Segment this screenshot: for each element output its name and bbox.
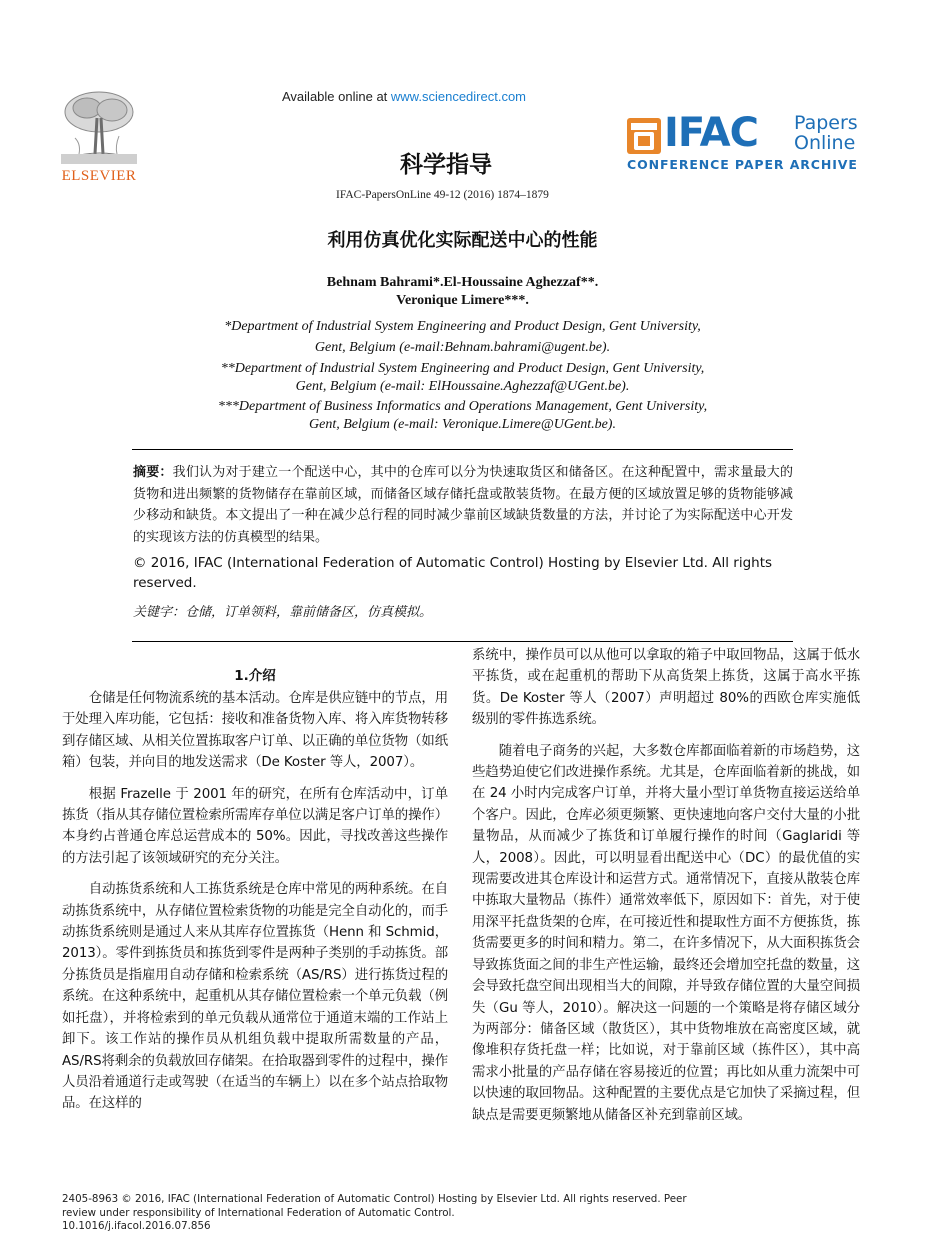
- affiliation-line: **Department of Industrial System Engineering and Product Design, Gent University,: [220, 361, 705, 376]
- affiliation-line: *Department of Industrial System Engineering and Product Design, Gent University,: [224, 319, 701, 334]
- body-paragraph: 仓储是任何物流系统的基本活动。仓库是供应链中的节点，用于处理入库功能，它包括：接收和准备货物入库、将入库货物转移到存储区域、从相关位置拣取客户订单、以正确的单位货物（如纸箱）包装，并向目的地发送需求（De Koster 等人，2007）。: [62, 691, 448, 771]
- footer-doi: 10.1016/j.ifacol.2016.07.856: [62, 1220, 211, 1232]
- abstract-text: 我们认为对于建立一个配送中心，其中的仓库可以分为快速取货区和储备区。在这种配置中，需求量最大的货物和进出频繁的货物储存在靠前区域，而储备区域存储托盘或散装货物。在最方便的区域放置足够的货物能够减少移动和缺货。本文提出了一种在减少总行程的同时减少靠前区域缺货数量的方法，并讨论了为实际配送中心开发的实现该方法的仿真模型的结果。: [133, 465, 793, 545]
- body-paragraph: 系统中，操作员可以从他可以拿取的箱子中取回物品，这属于低水平拣货，或在起重机的帮助下从高货架上拣货，这属于高水平拣货。De Koster 等人（2007）声明超过 80%的西欧仓库实施低级别的零件拣选系统。: [472, 648, 860, 728]
- section-heading-introduction: 1.介绍: [234, 668, 276, 684]
- ifac-emblem-icon: [627, 118, 661, 154]
- affiliation-line: Gent, Belgium (e-mail:Behnam.bahrami@ugent.be).: [314, 340, 611, 355]
- right-column: [472, 645, 860, 1126]
- ifac-logo-text: IFAC: [664, 110, 758, 156]
- journal-citation: IFAC-PapersOnLine 49-12 (2016) 1874–1879: [336, 189, 549, 201]
- body-paragraph: 自动拣货系统和人工拣货系统是仓库中常见的两种系统。在自动拣货系统中，从存储位置检索货物的功能是完全自动化的，而手动拣货系统则是通过人来从其库存位置拣货（Henn 和 Schmid，2013）。零件到拣货员和拣货到零件是两种子类别的手动拣货。部分拣货员是指雇用自动存储和检索系统（AS/RS）进行拣货过程的系统。在这种系统中，起重机从其存储位置检索一个单元负载（例如托盘），并将检索到的单元负载从通常位于通道末端的工作站上卸下。该工作站的操作员从机组负载中提取所需数量的产品，AS/RS将剩余的负载放回存储架。在拾取器到零件的过程中，操作人员沿着通道行走或驾驶（在适当的车辆上）以在多个站点拾取物品。在这样的: [62, 882, 448, 1112]
- page-footer: [62, 1193, 862, 1234]
- left-column: [62, 688, 448, 1115]
- affiliation-line: ***Department of Business Informatics and Operations Management, Gent University,: [217, 399, 708, 414]
- available-prefix: Available online at: [282, 89, 391, 104]
- authors-line-1: Behnam Bahrami*.El-Houssaine Aghezzaf**.: [326, 275, 599, 290]
- footer-line: review under responsibility of International Federation of Automatic Control.: [62, 1206, 455, 1219]
- abstract-label: 摘要：: [133, 465, 173, 480]
- footer-line: 2405-8963 © 2016, IFAC (International Federation of Automatic Control) Hosting by Elsevier Ltd. All rights reserved. Peer: [62, 1193, 687, 1205]
- ifac-logo: [627, 110, 872, 176]
- body-paragraph: 根据 Frazelle 于 2001 年的研究，在所有仓库活动中，订单拣货（指从其存储位置检索所需库存单位以满足客户订单的操作）本身约占普通仓库总运营成本的 50%。因此，寻找改善这些操作的方法引起了该领域研究的充分关注。: [62, 786, 448, 866]
- journal-brand-title: 科学指导: [400, 152, 492, 178]
- available-online-line: [282, 89, 526, 104]
- ifac-online-label: Online: [794, 132, 856, 154]
- abstract-top-rule: [132, 449, 793, 450]
- ifac-papers-label: Papers: [794, 112, 858, 134]
- affiliation-line: Gent, Belgium (e-mail: Veronique.Limere@UGent.be).: [309, 417, 616, 432]
- ifac-papers-online: [794, 113, 858, 153]
- sciencedirect-link[interactable]: www.sciencedirect.com: [390, 89, 527, 104]
- abstract-bottom-rule: [132, 641, 793, 642]
- body-paragraph: 随着电子商务的兴起，大多数仓库都面临着新的市场趋势，这些趋势迫使它们改进操作系统。尤其是，仓库面临着新的挑战，如在 24 小时内完成客户订单，并将大量小型订单货物直接运送给单个客户。因此，仓库必须更频繁、更快速地向客户交付大量的小批量物品，从而减少了拣货和订单履行操作的时间（Gaglaridi 等人，2008）。因此，可以明显看出配送中心（DC）的最优值的实现需要改进其仓库设计和运营方式。通常情况下，直接从散装仓库中拣取大量物品（拣件）通常效率低下，原因如下：首先，对于使用深平托盘货架的仓库，在可接近性和提取性方面不方便拣货，拣货需要更多的时间和精力。第二，在许多情况下，从大面积拣货会导致拣货面之间的非生产性运输，最终还会增加空托盘的数量，这会导致托盘空间出现相当大的间隙，并导致存储位置的大量空间损失（Gu 等人，2010）。解决这一问题的一个策略是将存储区域分为两部分：储备区域（散货区），其中货物堆放在高密度区域，就像堆积存货托盘一样；比如说，对于靠前区域（拣件区），其中高需求小批量的产品存储在容易接近的位置；再比如从重力流架中可以快速的取回物品。这种配置的主要优点是它加快了采摘过程，但缺点是需要更频繁地从储备区补充到靠前区域。: [472, 743, 860, 1123]
- elsevier-wordmark: ELSEVIER: [61, 168, 137, 184]
- affiliation-line: Gent, Belgium (e-mail: ElHoussaine.Aghezzaf@UGent.be).: [295, 379, 630, 394]
- abstract-block: [133, 462, 793, 548]
- paper-title: 利用仿真优化实际配送中心的性能: [327, 230, 598, 251]
- keywords: 关键字：仓储，订单领料，靠前储备区，仿真模拟。: [133, 605, 433, 620]
- elsevier-tree-icon: [57, 88, 141, 168]
- authors-line-2: Veronique Limere***.: [396, 293, 529, 308]
- abstract-copyright: © 2016, IFAC (International Federation of Automatic Control) Hosting by Elsevier Ltd. All rights reserved.: [133, 555, 773, 591]
- elsevier-logo: [57, 88, 141, 184]
- ifac-archive-label: CONFERENCE PAPER ARCHIVE: [627, 157, 858, 172]
